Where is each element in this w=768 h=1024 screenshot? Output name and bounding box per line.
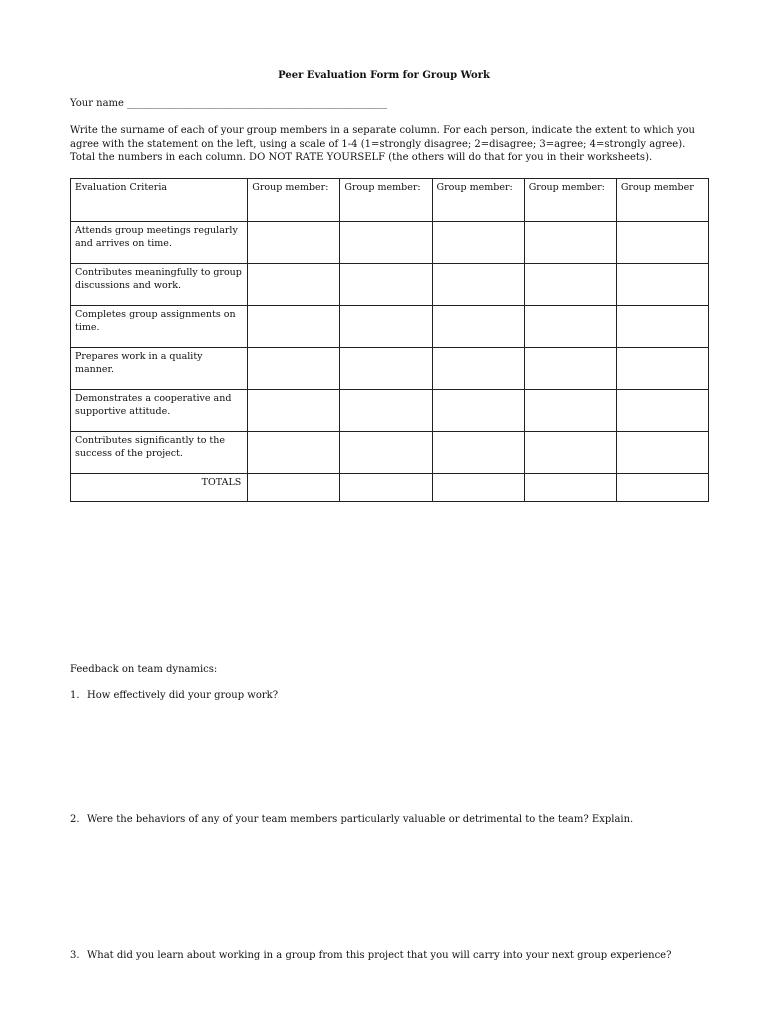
question-item xyxy=(70,950,671,961)
header-evaluation-criteria: Evaluation Criteria xyxy=(71,179,248,222)
rating-cell[interactable] xyxy=(616,264,708,306)
table-row xyxy=(71,222,709,264)
rating-cell[interactable] xyxy=(432,390,524,432)
criterion-label: Prepares work in a quality manner. xyxy=(71,348,248,390)
rating-cell[interactable] xyxy=(432,222,524,264)
header-group-member: Group member xyxy=(616,179,708,222)
table-header-row xyxy=(71,179,709,222)
rating-cell[interactable] xyxy=(340,264,432,306)
rating-cell[interactable] xyxy=(616,222,708,264)
criterion-label: Contributes meaningfully to group discussions and work. xyxy=(71,264,248,306)
totals-row xyxy=(71,474,709,502)
total-cell[interactable] xyxy=(616,474,708,502)
table-row xyxy=(71,390,709,432)
criterion-label: Completes group assignments on time. xyxy=(71,306,248,348)
rating-cell[interactable] xyxy=(248,222,340,264)
rating-cell[interactable] xyxy=(432,306,524,348)
rating-cell[interactable] xyxy=(340,348,432,390)
evaluation-table xyxy=(70,178,709,502)
rating-cell[interactable] xyxy=(248,390,340,432)
rating-cell[interactable] xyxy=(524,390,616,432)
total-cell[interactable] xyxy=(432,474,524,502)
rating-cell[interactable] xyxy=(248,264,340,306)
question-number: 3. xyxy=(70,950,80,961)
rating-cell[interactable] xyxy=(432,348,524,390)
header-group-member: Group member: xyxy=(340,179,432,222)
rating-cell[interactable] xyxy=(248,306,340,348)
question-text: What did you learn about working in a group from this project that you will carry into your next group experience? xyxy=(87,950,672,961)
feedback-heading: Feedback on team dynamics: xyxy=(70,664,218,675)
rating-cell[interactable] xyxy=(616,432,708,474)
rating-cell[interactable] xyxy=(340,432,432,474)
name-blank[interactable]: ____________________________________________________ xyxy=(127,98,388,109)
header-group-member: Group member: xyxy=(432,179,524,222)
table-row xyxy=(71,306,709,348)
rating-cell[interactable] xyxy=(524,306,616,348)
header-group-member: Group member: xyxy=(248,179,340,222)
totals-label: TOTALS xyxy=(71,474,248,502)
rating-cell[interactable] xyxy=(524,222,616,264)
total-cell[interactable] xyxy=(248,474,340,502)
rating-cell[interactable] xyxy=(340,390,432,432)
rating-cell[interactable] xyxy=(616,390,708,432)
rating-cell[interactable] xyxy=(432,264,524,306)
rating-cell[interactable] xyxy=(432,432,524,474)
table-row xyxy=(71,348,709,390)
table-row xyxy=(71,432,709,474)
question-text: How effectively did your group work? xyxy=(87,690,279,701)
header-group-member: Group member: xyxy=(524,179,616,222)
rating-cell[interactable] xyxy=(616,348,708,390)
criterion-label: Contributes significantly to the success of the project. xyxy=(71,432,248,474)
rating-cell[interactable] xyxy=(340,306,432,348)
rating-cell[interactable] xyxy=(524,264,616,306)
rating-cell[interactable] xyxy=(524,432,616,474)
question-item xyxy=(70,690,278,701)
rating-cell[interactable] xyxy=(340,222,432,264)
name-field-line xyxy=(70,98,387,109)
total-cell[interactable] xyxy=(524,474,616,502)
rating-cell[interactable] xyxy=(524,348,616,390)
criterion-label: Attends group meetings regularly and arrives on time. xyxy=(71,222,248,264)
rating-cell[interactable] xyxy=(616,306,708,348)
table-row xyxy=(71,264,709,306)
question-number: 1. xyxy=(70,690,80,701)
rating-cell[interactable] xyxy=(248,348,340,390)
instructions-paragraph: Write the surname of each of your group members in a separate column. For each person, indicate the extent to which you agree with the statement on the left, using a scale of 1-4 (1=strongly disagree; 2=disagree; 3=agree; 4=strongly agree). Total the numbers in each column. DO NOT RATE YOURSELF (the others will do that for you in their worksheets). xyxy=(70,125,695,163)
question-number: 2. xyxy=(70,814,80,825)
total-cell[interactable] xyxy=(340,474,432,502)
form-title: Peer Evaluation Form for Group Work xyxy=(278,70,490,81)
question-item xyxy=(70,814,633,825)
name-label: Your name xyxy=(70,98,124,109)
rating-cell[interactable] xyxy=(248,432,340,474)
criterion-label: Demonstrates a cooperative and supportive attitude. xyxy=(71,390,248,432)
question-text: Were the behaviors of any of your team members particularly valuable or detrimental to the team? Explain. xyxy=(87,814,634,825)
